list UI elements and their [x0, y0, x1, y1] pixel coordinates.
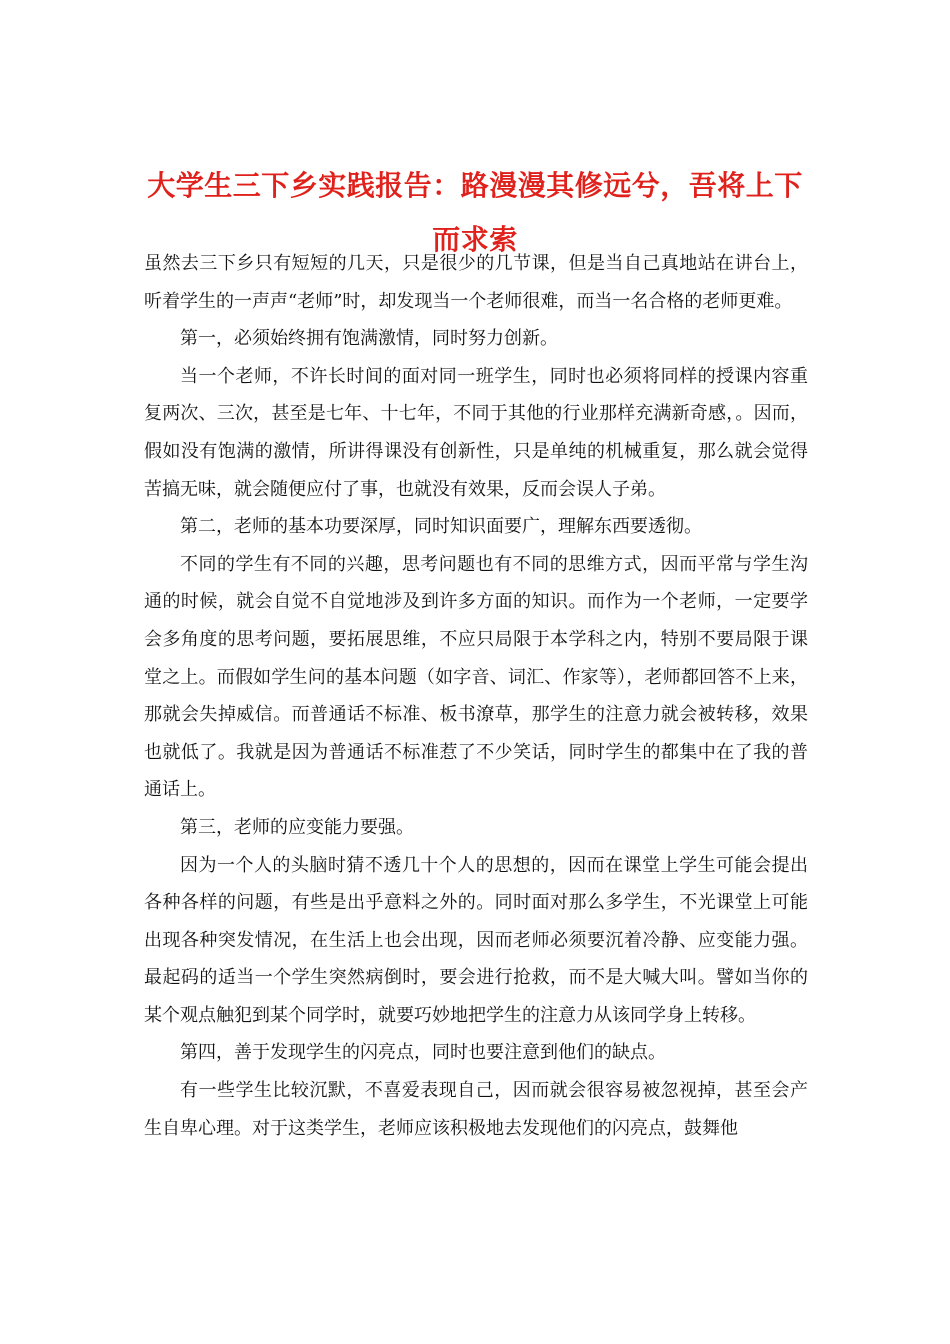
paragraph-first-body: 当一个老师，不许长时间的面对同一班学生，同时也必须将同样的授课内容重复两次、三次，甚至是七年、十七年，不同于其他的行业那样充满新奇感，。因而，假如没有饱满的激情，所讲得课没有创新性，只是单纯的机械重复，那么就会觉得苦搞无味，就会随便应付了事，也就没有效果，反而会误人子弟。 [144, 365, 808, 500]
paragraph-heading-first: 第一，必须始终拥有饱满激情，同时努力创新。 [180, 328, 558, 350]
document-body [144, 245, 808, 1147]
paragraph-intro: 虽然去三下乡只有短短的几天，只是很少的几节课，但是当自己真地站在讲台上，听着学生的一声声“老师”时，却发现当一个老师很难，而当一名合格的老师更难。 [144, 253, 808, 312]
document-title: 大学生三下乡实践报告：路漫漫其修远兮，吾将上下而求索 [147, 168, 803, 256]
paragraph-heading-third: 第三，老师的应变能力要强。 [180, 816, 414, 838]
paragraph-heading-second: 第二，老师的基本功要深厚，同时知识面要广，理解东西要透彻。 [180, 516, 702, 538]
paragraph-fourth-body: 有一些学生比较沉默，不喜爱表现自己，因而就会很容易被忽视掉，甚至会产生自卑心理。对于这类学生，老师应该积极地去发现他们的闪亮点，鼓舞他 [144, 1080, 808, 1139]
paragraph-third-body: 因为一个人的头脑时猜不透几十个人的思想的，因而在课堂上学生可能会提出各种各样的问题，有些是出乎意料之外的。同时面对那么多学生，不光课堂上可能出现各种突发情况，在生活上也会出现，因而老师必须要沉着冷静、应变能力强。最起码的适当一个学生突然病倒时，要会进行抢救，而不是大喊大叫。譬如当你的某个观点触犯到某个同学时，就要巧妙地把学生的注意力从该同学身上转移。 [144, 854, 808, 1026]
paragraph-second-body: 不同的学生有不同的兴趣，思考问题也有不同的思维方式，因而平常与学生沟通的时候，就会自觉不自觉地涉及到许多方面的知识。而作为一个老师，一定要学会多角度的思考问题，要拓展思维，不应只局限于本学科之内，特别不要局限于课堂之上。而假如学生问的基本问题（如字音、词汇、作家等），老师都回答不上来，那就会失掉威信。而普通话不标准、板书潦草，那学生的注意力就会被转移，效果也就低了。我就是因为普通话不标准惹了不少笑话，同时学生的都集中在了我的普通话上。 [144, 553, 808, 801]
paragraph-heading-fourth: 第四，善于发现学生的闪亮点，同时也要注意到他们的缺点。 [180, 1042, 666, 1064]
